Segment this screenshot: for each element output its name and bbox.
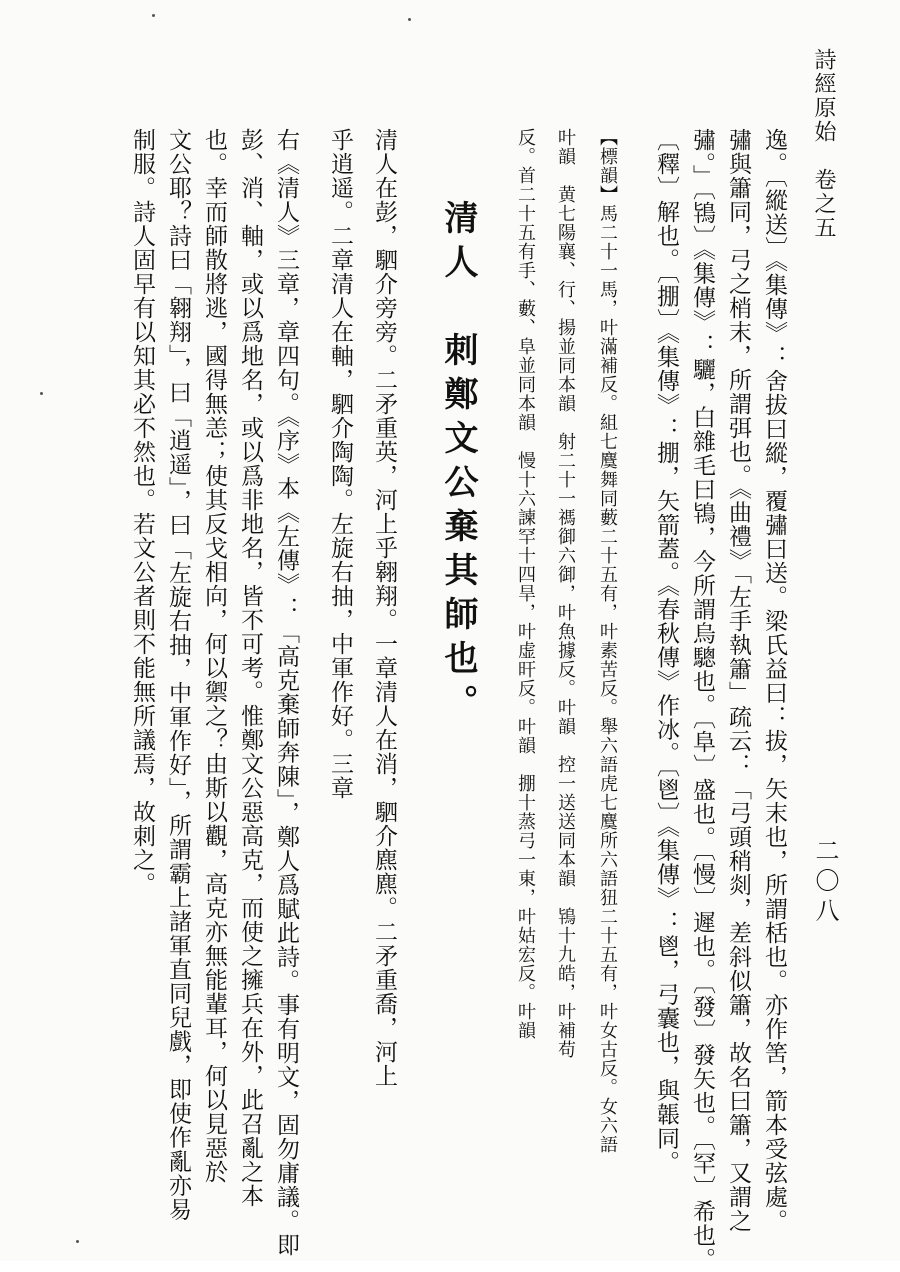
text-column: 逸。〔縱送〕《集傳》：舍拔曰縱，覆彇曰送。梁氏益曰：拔，矢末也，所謂栝也。亦作筈，箭本受弦處。 — [761, 128, 787, 1233]
poem-heading: 清人 刺鄭文公棄其師也。 — [438, 200, 478, 728]
text-column: 彇。」〔鴇〕《集傳》：驪，白雜毛曰鴇，今所謂烏驄也。〔阜〕盛也。〔慢〕遲也。〔發〕發矢也。〔罕〕希也。 — [689, 128, 715, 1272]
poem-text-column: 乎逍遥。二章清人在軸，駟介陶陶。左旋右抽，中軍作好。三章 — [327, 128, 353, 800]
rhyme-column: 【標韻】馬二十一馬，叶滿補反。組七麌舞同藪二十五有，叶素苦反。舉六語虎七麌所六語狃二十五有，叶女古反。女六語 — [597, 128, 618, 1154]
running-header-title: 詩經原始 卷之五 — [811, 48, 836, 240]
page-number: 二〇八 — [811, 838, 839, 928]
commentary-column: 彭、消、軸，或以爲地名，或以爲非地名，皆不可考。惟鄭文公惡高克，而使之擁兵在外，此召亂之本 — [237, 128, 263, 1208]
scan-speck — [152, 14, 155, 17]
commentary-column: 右《清人》三章，章四句。《序》本《左傳》：「高克棄師奔陳」，鄭人爲賦此詩。事有明文，固勿庸議。即 — [273, 128, 299, 1257]
commentary-column: 文公耶？詩曰「翱翔」，曰「逍遥」，曰「左旋右抽，中軍作好」，所謂霸上諸軍直同兒戲，即使作亂亦易 — [165, 128, 191, 1222]
rhyme-column: 叶韻 黄七陽襄、行、揚並同本韻 射二十一禡御六御，叶魚據反。叶韻 控一送送同本韻 鴇十九皓，叶補苟 — [555, 128, 576, 1059]
scan-speck — [40, 392, 43, 395]
rhyme-column: 反。首二十五有手、藪、阜並同本韻 慢十六諫罕十四旱，叶虚旰反。叶韻 掤十蒸弓一東，叶姑宏反。叶韻 — [515, 128, 536, 1040]
poem-text-column: 清人在彭，駟介旁旁。二矛重英，河上乎翱翔。一章清人在消，駟介麃麃。二矛重喬，河上 — [371, 128, 397, 1088]
scan-speck — [408, 18, 411, 21]
text-column: 〔釋〕解也。〔掤〕《集傳》：掤，矢箭蓋。《春秋傳》作冰。〔鬯〕《集傳》：鬯，弓囊也，與韔同。 — [653, 128, 679, 1175]
commentary-column: 也。幸而師散將逃，國得無恙；使其反戈相向，何以禦之？由斯以觀，高克亦無能輩耳，何以見惡於 — [201, 128, 227, 1184]
commentary-column: 制服。詩人固早有以知其必不然也。若文公者則不能無所議焉，故刺之。 — [129, 128, 155, 896]
scan-speck — [76, 1240, 79, 1243]
text-column: 彇與簫同，弓之梢末，所謂弭也。《曲禮》「左手執簫」疏云：「弓頭稍剡，差斜似簫，故名曰簫，又謂之 — [725, 128, 751, 1233]
